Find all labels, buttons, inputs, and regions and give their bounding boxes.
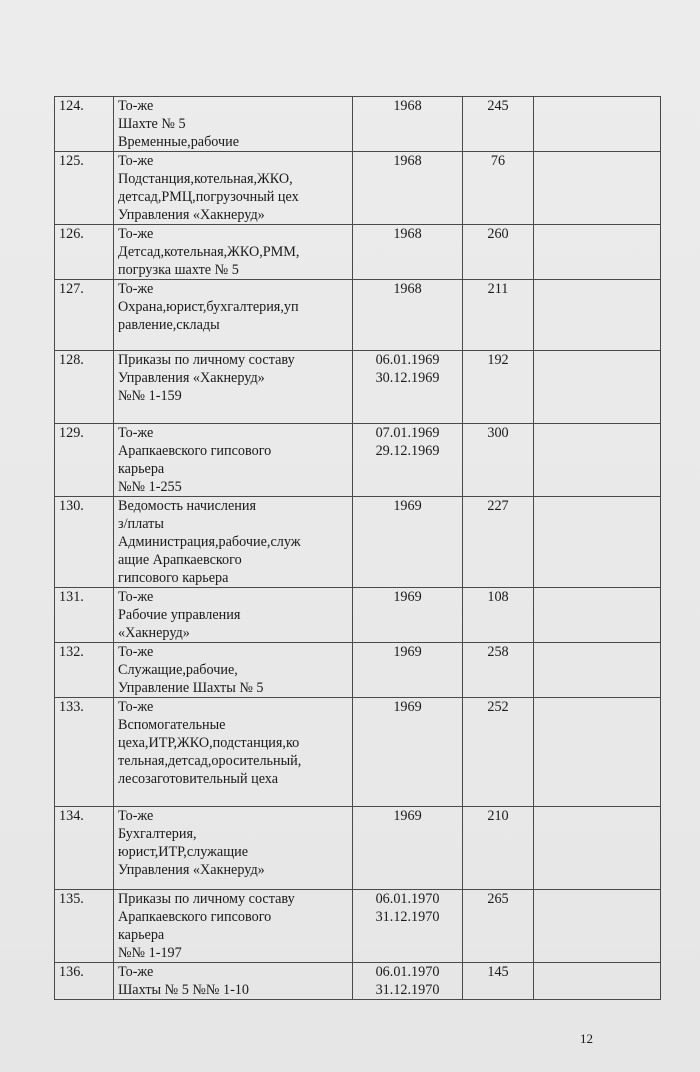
row-number-cell: 124.: [55, 97, 114, 152]
row-count-cell: 300: [463, 424, 534, 497]
table-row: [55, 698, 661, 807]
row-title-cell: То-же Детсад,котельная,ЖКО,РММ, погрузка шахте № 5: [114, 225, 353, 280]
row-note-cell: [534, 225, 661, 280]
registry-table: [54, 96, 661, 1000]
row-note-cell: [534, 890, 661, 963]
row-title-cell: То-же Рабочие управления «Хакнеруд»: [114, 588, 353, 643]
registry-table-body: [55, 97, 661, 1000]
row-note-cell: [534, 351, 661, 424]
row-count-cell: 76: [463, 152, 534, 225]
row-number-cell: 127.: [55, 280, 114, 351]
row-title-cell: Приказы по личному составу Арапкаевского гипсового карьера №№ 1-197: [114, 890, 353, 963]
row-dates-cell: 07.01.1969 29.12.1969: [353, 424, 463, 497]
table-row: [55, 225, 661, 280]
row-number-cell: 130.: [55, 497, 114, 588]
row-count-cell: 245: [463, 97, 534, 152]
row-title-cell: Ведомость начисления з/платы Администрация,рабочие,служ ащие Арапкаевского гипсового карьера: [114, 497, 353, 588]
row-number-cell: 126.: [55, 225, 114, 280]
table-row: [55, 351, 661, 424]
table-row: [55, 152, 661, 225]
row-dates-cell: 1969: [353, 698, 463, 807]
row-dates-cell: 1968: [353, 225, 463, 280]
row-dates-cell: 1969: [353, 643, 463, 698]
row-number-cell: 134.: [55, 807, 114, 890]
row-count-cell: 192: [463, 351, 534, 424]
row-number-cell: 132.: [55, 643, 114, 698]
row-count-cell: 108: [463, 588, 534, 643]
table-row: [55, 643, 661, 698]
table-row: [55, 807, 661, 890]
row-note-cell: [534, 497, 661, 588]
row-note-cell: [534, 97, 661, 152]
row-note-cell: [534, 152, 661, 225]
row-number-cell: 129.: [55, 424, 114, 497]
table-row: [55, 963, 661, 1000]
table-row: [55, 890, 661, 963]
row-title-cell: То-же Вспомогательные цеха,ИТР,ЖКО,подстанция,ко тельная,детсад,оросительный, лесозаготовительный цеха: [114, 698, 353, 807]
row-title-cell: То-же Подстанция,котельная,ЖКО, детсад,РМЦ,погрузочный цех Управления «Хакнеруд»: [114, 152, 353, 225]
row-note-cell: [534, 963, 661, 1000]
row-dates-cell: 1968: [353, 97, 463, 152]
row-title-cell: Приказы по личному составу Управления «Хакнеруд» №№ 1-159: [114, 351, 353, 424]
row-number-cell: 128.: [55, 351, 114, 424]
row-dates-cell: 1969: [353, 807, 463, 890]
row-dates-cell: 1969: [353, 497, 463, 588]
page-number: 12: [580, 1031, 593, 1046]
table-row: [55, 97, 661, 152]
row-number-cell: 136.: [55, 963, 114, 1000]
row-note-cell: [534, 424, 661, 497]
row-dates-cell: 1968: [353, 280, 463, 351]
row-count-cell: 260: [463, 225, 534, 280]
row-dates-cell: 06.01.1970 31.12.1970: [353, 890, 463, 963]
row-dates-cell: 06.01.1969 30.12.1969: [353, 351, 463, 424]
row-count-cell: 265: [463, 890, 534, 963]
row-number-cell: 133.: [55, 698, 114, 807]
row-count-cell: 145: [463, 963, 534, 1000]
row-note-cell: [534, 807, 661, 890]
row-number-cell: 131.: [55, 588, 114, 643]
table-row: [55, 497, 661, 588]
row-title-cell: То-же Охрана,юрист,бухгалтерия,уп равление,склады: [114, 280, 353, 351]
row-count-cell: 211: [463, 280, 534, 351]
row-note-cell: [534, 698, 661, 807]
row-title-cell: То-же Шахты № 5 №№ 1-10: [114, 963, 353, 1000]
row-dates-cell: 1969: [353, 588, 463, 643]
row-dates-cell: 06.01.1970 31.12.1970: [353, 963, 463, 1000]
table-row: [55, 280, 661, 351]
row-number-cell: 135.: [55, 890, 114, 963]
row-title-cell: То-же Шахте № 5 Временные,рабочие: [114, 97, 353, 152]
row-note-cell: [534, 280, 661, 351]
row-title-cell: То-же Служащие,рабочие, Управление Шахты № 5: [114, 643, 353, 698]
row-dates-cell: 1968: [353, 152, 463, 225]
row-number-cell: 125.: [55, 152, 114, 225]
row-title-cell: То-же Арапкаевского гипсового карьера №№ 1-255: [114, 424, 353, 497]
row-note-cell: [534, 643, 661, 698]
table-row: [55, 588, 661, 643]
row-title-cell: То-же Бухгалтерия, юрист,ИТР,служащие Управления «Хакнеруд»: [114, 807, 353, 890]
row-count-cell: 258: [463, 643, 534, 698]
row-count-cell: 210: [463, 807, 534, 890]
table-row: [55, 424, 661, 497]
row-count-cell: 252: [463, 698, 534, 807]
row-count-cell: 227: [463, 497, 534, 588]
row-note-cell: [534, 588, 661, 643]
